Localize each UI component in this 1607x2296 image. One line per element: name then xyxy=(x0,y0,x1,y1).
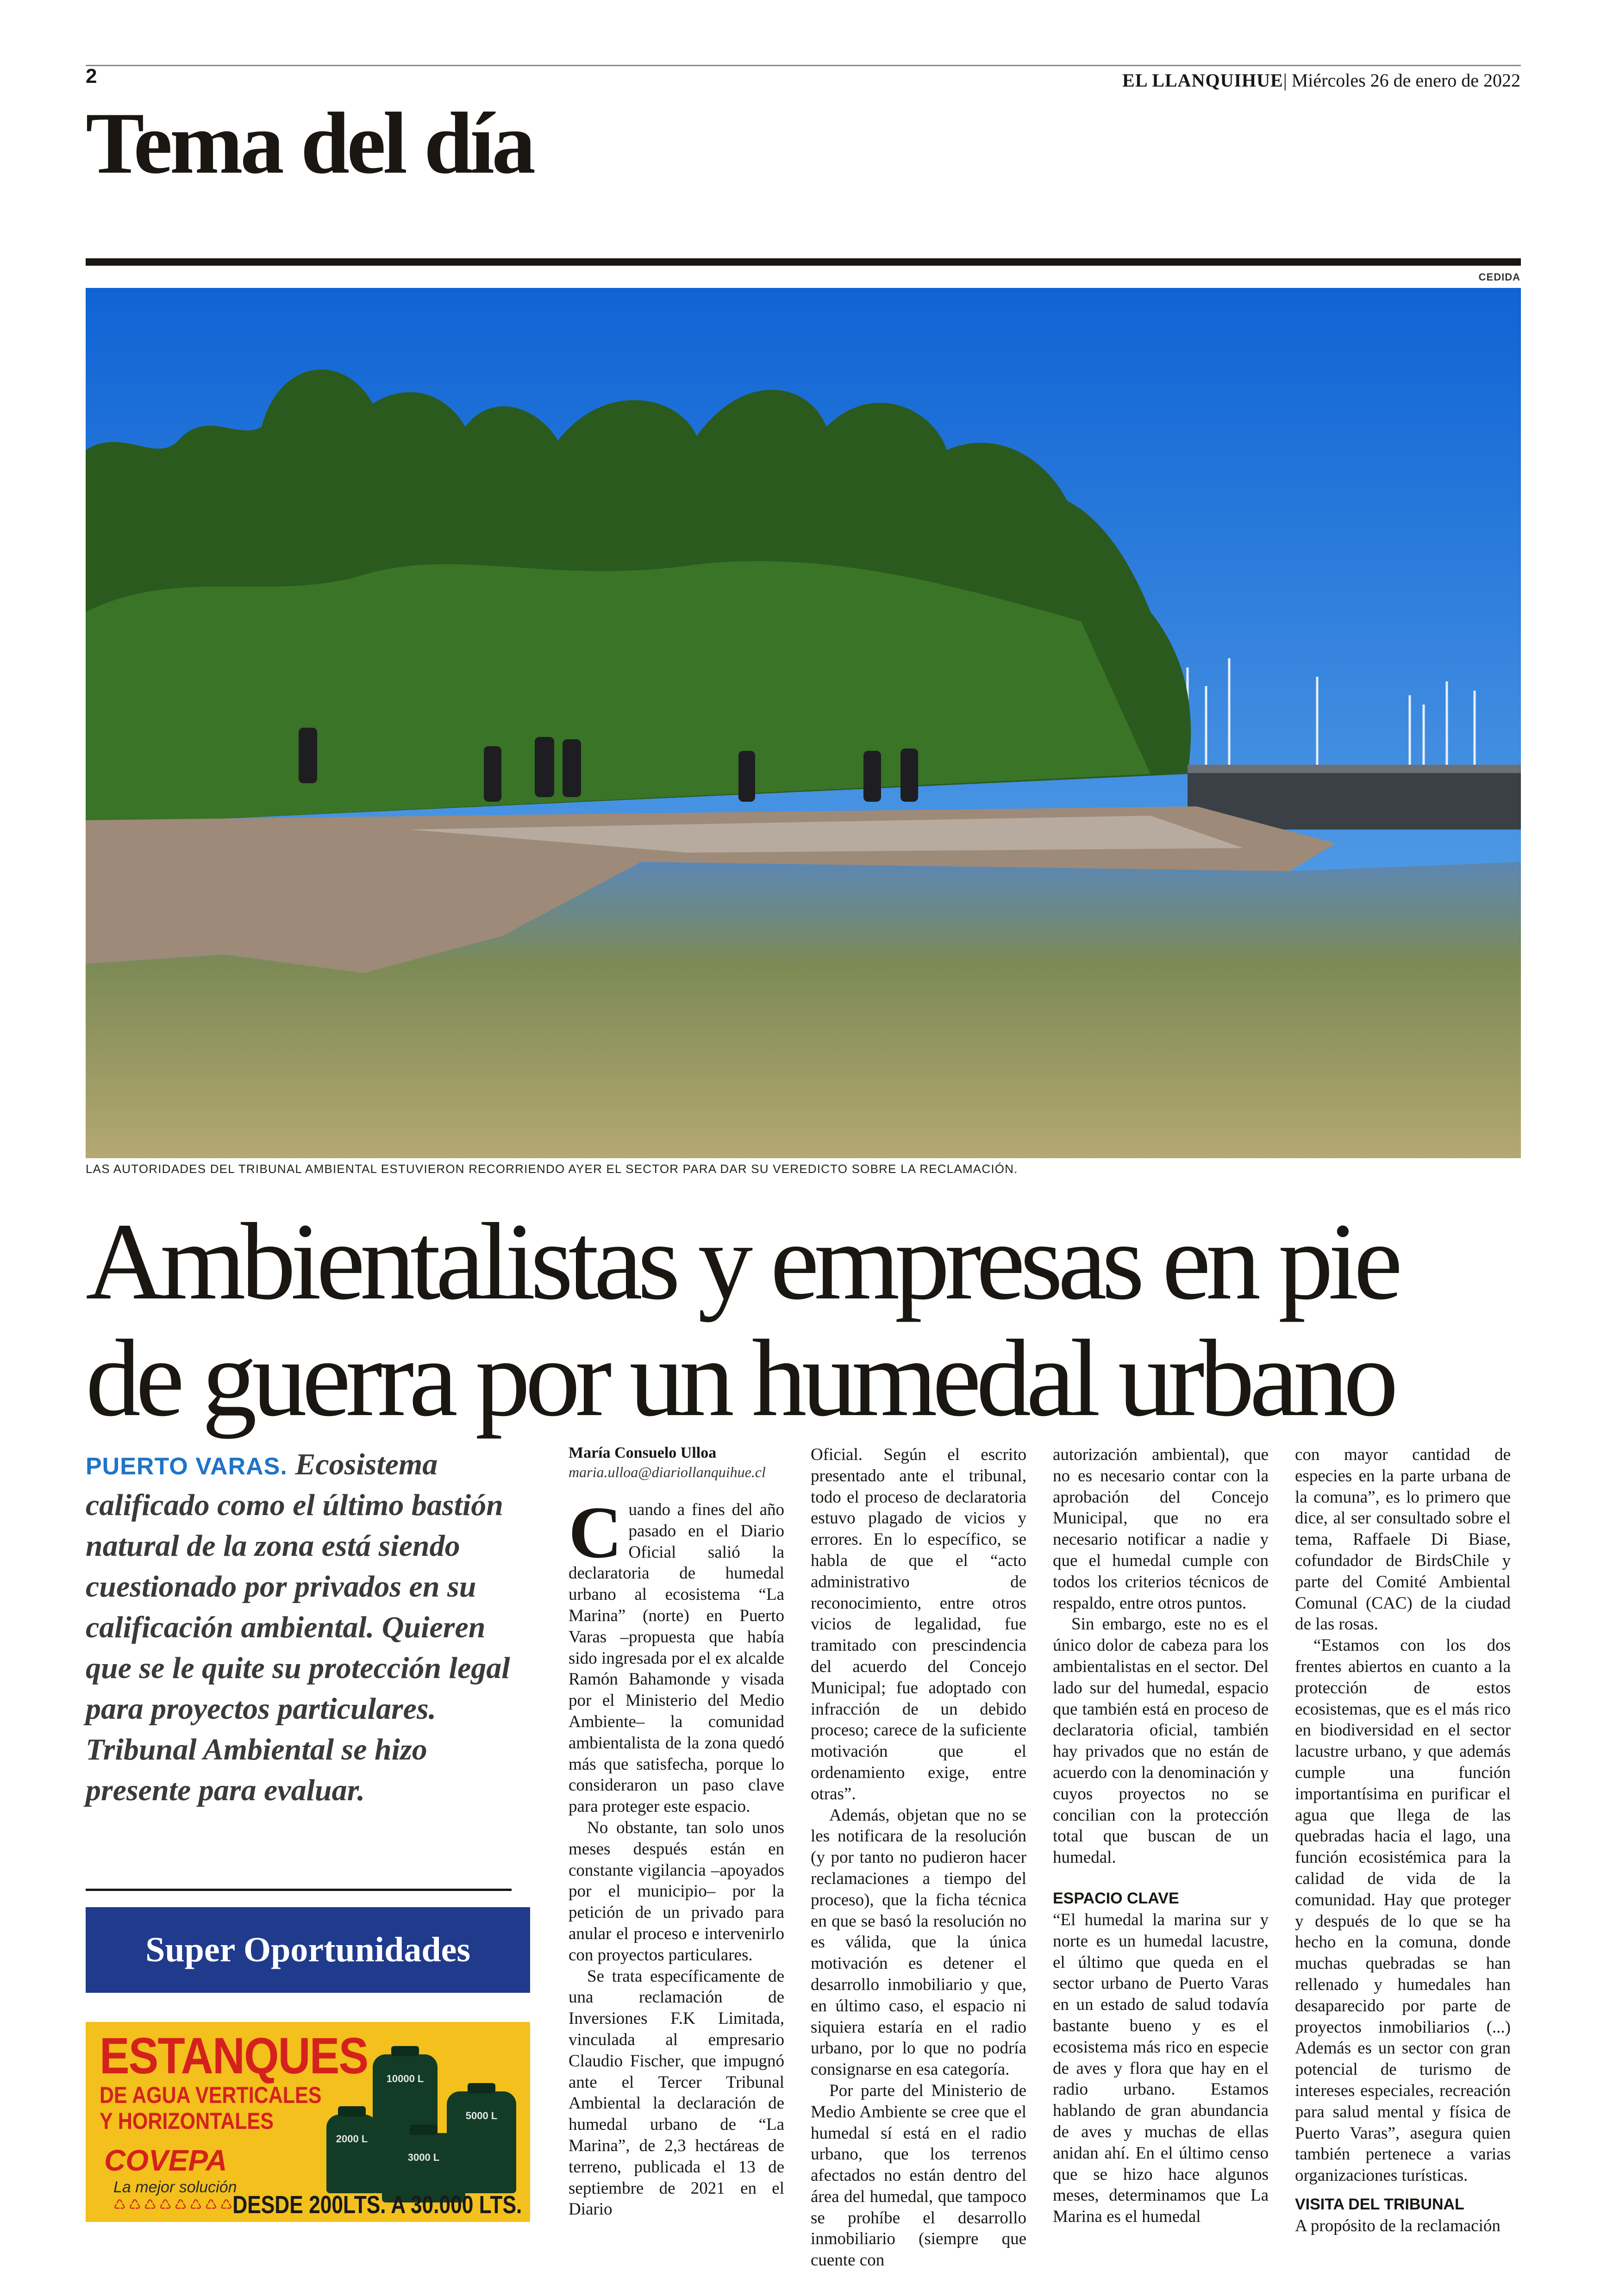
article-column-3 xyxy=(1053,1444,1269,2227)
lead-text: Ecosistema calificado como el último bastión natural de la zona está siendo cuestionado por privados en su calificación ambiental. Quieren que se le quite su protección legal para proyectos particulares. Tribunal Ambiental se hizo presente para evaluar. xyxy=(86,1447,510,1807)
article-paragraph: “Estamos con los dos frentes abiertos en cuanto a la protección de estos ecosistemas, que es el más rico en biodiversidad en el sector lacustre urbano, y que además cumple una función importantísima en purificar el agua que llega de las quebradas hacia el lago, una función ecosistémica para la calidad de vida de la comunidad. Hay que proteger y después de lo que se ha hecho en la comuna, donde muchas quebradas se han rellenado y humedales han desaparecido por parte de proyectos inmobiliarios (...) Además es un sector con gran potencial de turismo de intereses especiales, recreación para salud mental y física de Puerto Varas”, asegura quien también pertenece a varias organizaciones turísticas. xyxy=(1295,1636,1511,2185)
headline-line-1: Ambientalistas y empresas en pie xyxy=(86,1201,1398,1323)
author-email[interactable]: maria.ulloa@diariollanquihue.cl xyxy=(569,1464,766,1480)
lead-dateline: PUERTO VARAS. xyxy=(86,1453,288,1480)
ad-subtitle-line-1: DE AGUA VERTICALES xyxy=(100,2082,322,2108)
headline-line-2: de guerra por un humedal urbano xyxy=(86,1317,1394,1439)
ad-price: DESDE 200LTS. A 30.000 LTS. xyxy=(232,2191,522,2219)
advertisement[interactable] xyxy=(86,2022,530,2222)
article-paragraph: Por parte del Ministerio de Medio Ambiente se cree que el humedal sí está en el radio urbano, que los terrenos afectados no están dentro del área del humedal, que tampoco se prohíbe el desarrollo inmobiliario (siempre que cuente con xyxy=(811,2081,1026,2270)
headline xyxy=(86,1201,1526,1439)
header-rule xyxy=(86,65,1521,66)
masthead xyxy=(1122,69,1520,91)
author-name: María Consuelo Ulloa xyxy=(569,1444,717,1461)
lead-summary xyxy=(86,1444,530,1811)
tank-label: 10000 L xyxy=(386,2073,424,2084)
sidebar-rule xyxy=(86,1889,512,1891)
section-title: Tema del día xyxy=(86,95,533,192)
water-tank-icon xyxy=(326,2115,377,2193)
article-paragraph: Sin embargo, este no es el único dolor de cabeza para los ambientalistas en el sector. Del lado sur del humedal, espacio que también está en proceso de declaratoria oficial, también hay privados que no están de acuerdo con la denominación y cuyos proyectos no se concilian con la protección total que buscan de un humedal. xyxy=(1053,1615,1269,1867)
masthead-separator: | xyxy=(1283,70,1287,91)
tank-label: 2000 L xyxy=(336,2133,368,2145)
article-paragraph: Se trata específicamente de una reclamación de Inversiones F.K Limitada, vinculada al empresario Claudio Fischer, que impugnó ante el Tercer Tribunal Ambiental la declaración de humedal urbano de “La Marina”, de 2,3 hectáreas de terreno, publicada el 13 de septiembre de 2021 en el Diario xyxy=(569,1966,784,2219)
article-column-4 xyxy=(1295,1444,1511,2237)
article-column-1 xyxy=(569,1444,784,2220)
ad-title: ESTANQUES xyxy=(100,2028,368,2084)
tank-label: 5000 L xyxy=(465,2110,498,2121)
page-number: 2 xyxy=(86,65,97,87)
promo-banner[interactable]: Super Oportunidades xyxy=(86,1907,530,1993)
ad-slogan: La mejor solución xyxy=(113,2178,237,2196)
photo-caption: LAS AUTORIDADES DEL TRIBUNAL AMBIENTAL ESTUVIERON RECORRIENDO AYER EL SECTOR PARA DAR SU VEREDICTO SOBRE LA RECLAMACIÓN. xyxy=(86,1162,1018,1176)
article-column-2 xyxy=(811,1444,1026,2271)
photo-credit: CEDIDA xyxy=(1478,271,1520,283)
paragraph-text: uando a fines del año pasado en el Diario Oficial salió la declaratoria de humedal urbano al ecosistema “La Marina” (norte) en Puerto Varas –propuesta que había sido ingresada por el ex alcalde Ramón Bahamonde y visada por el Ministerio del Medio Ambiente– la comunidad ambientalista de la zona quedó más que satisfecha, porque lo consideraron un paso clave para proteger este espacio. xyxy=(569,1500,784,1816)
article-paragraph: Además, objetan que no se les notificara de la resolución (y por tanto no pudieron hacer reclamaciones a tiempo del proceso), que la ficha técnica en que se basó la resolución no es válida, que la única motivación es detener el desarrollo inmobiliario y que, en último caso, el espacio ni siquiera estaría en el radio urbano, por lo que no podría consignarse en esa categoría. xyxy=(811,1805,1026,2079)
article-paragraph: A propósito de la reclamación xyxy=(1295,2216,1501,2235)
drop-cap: C xyxy=(569,1491,622,1573)
tank-label: 3000 L xyxy=(407,2152,440,2163)
ad-brand-logo: COVEPA xyxy=(104,2144,227,2177)
article-subhead: ESPACIO CLAVE xyxy=(1053,1889,1179,1907)
article-subhead: VISITA DEL TRIBUNAL xyxy=(1295,2195,1464,2213)
issue-date: Miércoles 26 de enero de 2022 xyxy=(1291,70,1520,91)
article-paragraph: No obstante, tan solo unos meses después están en constante vigilancia –apoyados por el municipio– por la petición de un privado para anular el proceso e intervenirlo con proyectos particulares. xyxy=(569,1818,784,1965)
section-rule xyxy=(86,258,1521,266)
ad-subtitle xyxy=(100,2082,321,2134)
article-paragraph: “El humedal la marina sur y norte es un humedal lacustre, el último que queda en el sector urbano de Puerto Varas en un estado de salud todavía bastante bueno y es el ecosistema más rico en especie de aves y flora que hay en el radio urbano. Estamos hablando de gran abundancia de aves y muchas de ellas anidan ahí. En el último censo que se hizo hace algunos meses, determinamos que La Marina es el humedal xyxy=(1053,1910,1269,2227)
newspaper-name: EL LLANQUIHUE xyxy=(1122,70,1283,91)
lead-photo xyxy=(86,288,1521,1158)
article-paragraph: con mayor cantidad de especies en la parte urbana de la comuna”, es lo primero que dice, al ser consultado sobre el tema, Raffaele Di Biase, cofundador de BirdsChile y parte del Comité Ambiental Comunal (CAC) de la ciudad de las rosas. xyxy=(1295,1445,1511,1634)
ad-subtitle-line-2: Y HORIZONTALES xyxy=(100,2108,274,2134)
article-paragraph: autorización ambiental), que no es necesario contar con la aprobación del Concejo Municipal, que no era necesario notificar a nadie y que el humedal cumple con todos los criterios técnicos de respaldo, entre otros puntos. xyxy=(1053,1445,1269,1613)
ad-feature-icons: ♺♺♺♺♺♺♺♺ xyxy=(113,2197,236,2213)
article-paragraph: Oficial. Según el escrito presentado ante el tribunal, todo el proceso de declaratoria estuvo plagado de vicios y errores. En lo específico, se habla de que el “acto administrativo de reconocimiento, entre otros vicios de legalidad, fue tramitado con prescindencia del acuerdo del Concejo Municipal; fue adoptado con infracción de un debido proceso; carece de la suficiente motivación que el ordenamiento exige, entre otras”. xyxy=(811,1445,1026,1803)
article-paragraph xyxy=(569,1491,784,1817)
